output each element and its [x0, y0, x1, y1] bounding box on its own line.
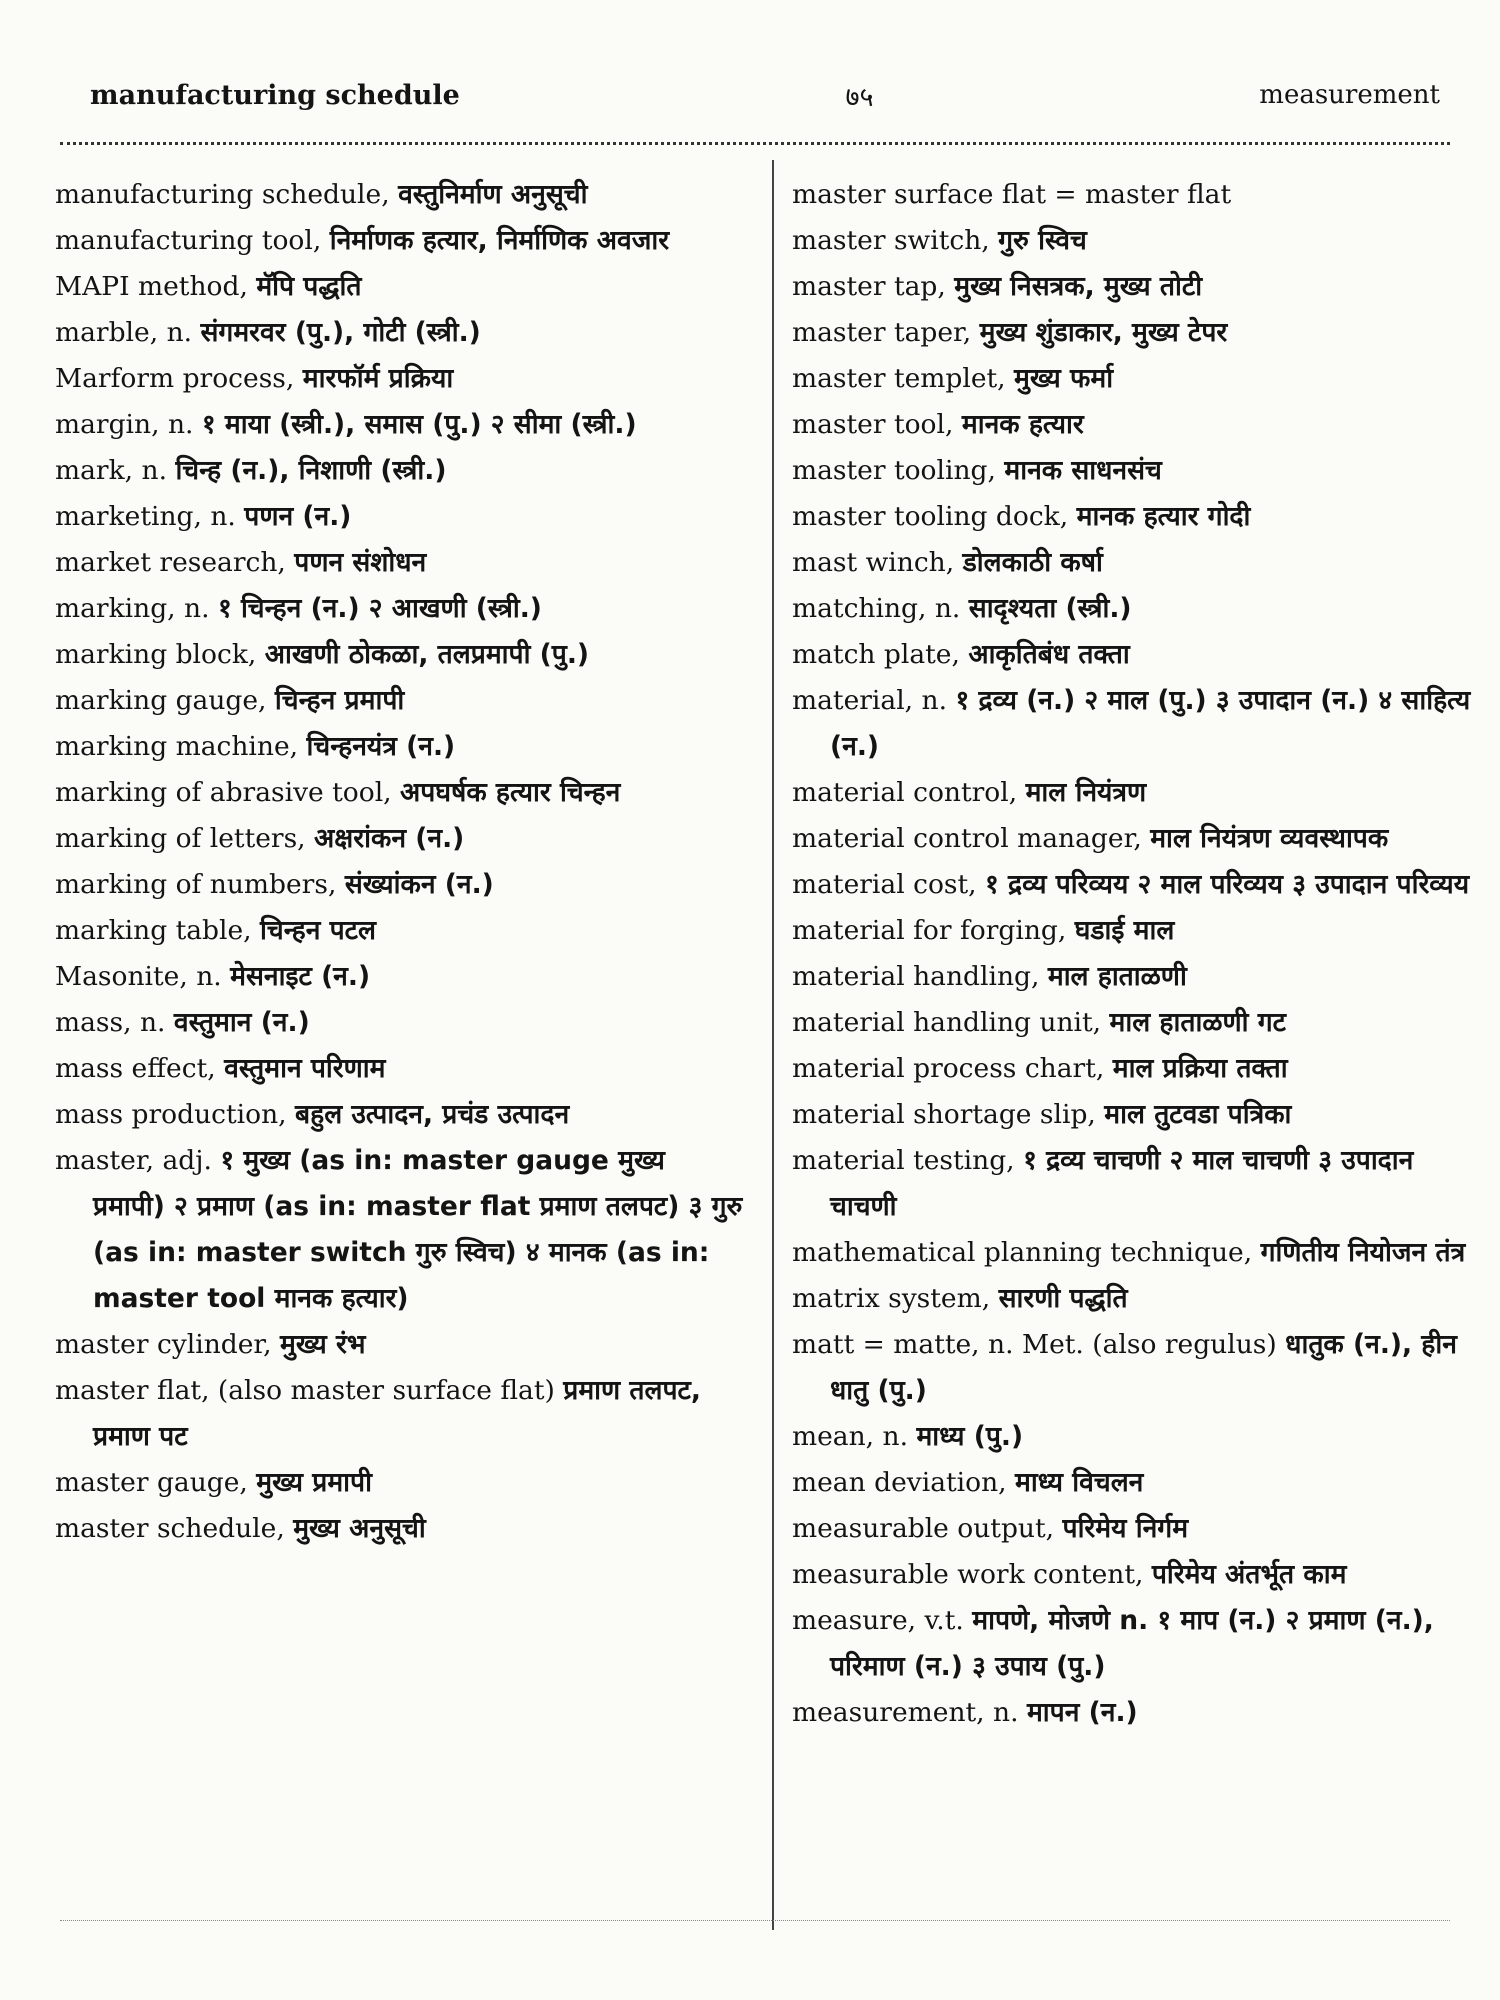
dictionary-entry: [792, 310, 1477, 356]
entry-headword: marking block,: [55, 639, 257, 670]
entry-definition: मानक हत्यार: [961, 409, 1084, 440]
entry-headword: material control,: [792, 777, 1018, 808]
entry-headword: measurable output,: [792, 1513, 1055, 1544]
entry-headword: material handling unit,: [792, 1007, 1102, 1038]
dictionary-entry: [55, 586, 745, 632]
entry-headword: marble, n.: [55, 317, 193, 348]
entry-definition: गुरु स्विच: [998, 225, 1087, 256]
entry-definition: प्रमाण तलपट, प्रमाण पट: [93, 1375, 701, 1452]
dictionary-entry: [55, 1092, 745, 1138]
entry-definition: चिन्हन पटल: [260, 915, 377, 946]
entry-headword: material, n.: [792, 685, 948, 716]
dictionary-entry: [792, 494, 1477, 540]
entry-headword: measurable work content,: [792, 1559, 1144, 1590]
entry-definition: माल प्रक्रिया तक्ता: [1112, 1053, 1288, 1084]
entry-headword: marking machine,: [55, 731, 299, 762]
entry-definition: मुख्य प्रमापी: [256, 1467, 372, 1498]
entry-definition: मुख्य अनुसूची: [293, 1513, 426, 1544]
entry-definition: १ द्रव्य (न.) २ माल (पु.) ३ उपादान (न.) ४ साहित्य (न.): [830, 685, 1471, 762]
entry-headword: master cylinder,: [55, 1329, 272, 1360]
column-divider: [772, 160, 774, 1930]
entry-headword: material testing,: [792, 1145, 1015, 1176]
entry-headword: master tool,: [792, 409, 954, 440]
dictionary-entry: [792, 586, 1477, 632]
dictionary-entry: [792, 1046, 1477, 1092]
entry-headword: mean, n.: [792, 1421, 909, 1452]
header-last-word: measurement: [1259, 80, 1440, 110]
entry-definition: मापणे, मोजणे n. १ माप (न.) २ प्रमाण (न.), परिमाण (न.) ३ उपाय (पु.): [830, 1605, 1434, 1682]
dictionary-entry: [55, 1460, 745, 1506]
entry-definition: पणन (न.): [244, 501, 352, 532]
entry-definition: आखणी ठोकळा, तलप्रमापी (पु.): [264, 639, 590, 670]
header-rule: [60, 142, 1450, 145]
entry-headword: master tooling dock,: [792, 501, 1069, 532]
entry-headword: measure, v.t.: [792, 1605, 964, 1636]
entry-headword: marking, n.: [55, 593, 210, 624]
dictionary-entry: [792, 632, 1477, 678]
entry-definition: माध्य (पु.): [916, 1421, 1024, 1452]
entry-definition: मारफॉर्म प्रक्रिया: [302, 363, 454, 394]
dictionary-entry: [55, 1000, 745, 1046]
entry-headword: marking gauge,: [55, 685, 267, 716]
entry-definition: माल नियंत्रण व्यवस्थापक: [1150, 823, 1389, 854]
dictionary-entry: [55, 1368, 745, 1460]
dictionary-entry: [55, 1138, 745, 1322]
dictionary-entry: [55, 1046, 745, 1092]
entry-headword: marking of abrasive tool,: [55, 777, 392, 808]
dictionary-entry: [55, 540, 745, 586]
entry-headword: master taper,: [792, 317, 972, 348]
entry-definition: संगमरवर (पु.), गोटी (स्त्री.): [200, 317, 481, 348]
dictionary-entry: [55, 172, 745, 218]
dictionary-entry: [55, 494, 745, 540]
entry-definition: अपघर्षक हत्यार चिन्हन: [400, 777, 621, 808]
right-column: [792, 172, 1477, 1736]
dictionary-entry: [792, 1276, 1477, 1322]
dictionary-entry: [55, 218, 745, 264]
entry-headword: matt = matte, n. Met. (also regulus): [792, 1329, 1277, 1360]
entry-definition: सारणी पद्धति: [998, 1283, 1128, 1314]
entry-definition: धातुक (न.), हीन धातु (पु.): [830, 1329, 1457, 1406]
entry-definition: मुख्य शुंडाकार, मुख्य टेपर: [979, 317, 1228, 348]
entry-definition: निर्माणक हत्यार, निर्माणिक अवजार: [329, 225, 670, 256]
dictionary-entry: [792, 1460, 1477, 1506]
entry-definition: माल नियंत्रण: [1025, 777, 1147, 808]
entry-definition: चिन्ह (न.), निशाणी (स्त्री.): [175, 455, 447, 486]
dictionary-entry: [55, 632, 745, 678]
entry-definition: माल हाताळणी गट: [1109, 1007, 1287, 1038]
entry-headword: market research,: [55, 547, 286, 578]
dictionary-entry: [55, 1506, 745, 1552]
entry-definition: गणितीय नियोजन तंत्र: [1260, 1237, 1466, 1268]
entry-definition: चिन्हन प्रमापी: [274, 685, 405, 716]
dictionary-entry: [792, 218, 1477, 264]
dictionary-entry: [55, 402, 745, 448]
dictionary-entry: [55, 724, 745, 770]
dictionary-entry: [792, 1000, 1477, 1046]
dictionary-entry: [792, 1138, 1477, 1230]
entry-headword: MAPI method,: [55, 271, 248, 302]
entry-definition: वस्तुमान (न.): [173, 1007, 310, 1038]
entry-headword: material process chart,: [792, 1053, 1105, 1084]
entry-definition: आकृतिबंध तक्ता: [968, 639, 1130, 670]
entry-definition: माध्य विचलन: [1015, 1467, 1144, 1498]
entry-headword: mark, n.: [55, 455, 167, 486]
entry-definition: मुख्य रंभ: [280, 1329, 366, 1360]
entry-headword: material cost,: [792, 869, 977, 900]
dictionary-entry: [792, 770, 1477, 816]
dictionary-entry: [792, 264, 1477, 310]
dictionary-entry: [55, 264, 745, 310]
dictionary-entry: [792, 908, 1477, 954]
entry-headword: Marform process,: [55, 363, 295, 394]
entry-definition: वस्तुनिर्माण अनुसूची: [398, 179, 588, 210]
dictionary-entry: [55, 1322, 745, 1368]
left-column: [55, 172, 745, 1552]
footer-rule: [60, 1920, 1450, 1921]
entry-headword: measurement, n.: [792, 1697, 1019, 1728]
entry-headword: mean deviation,: [792, 1467, 1007, 1498]
dictionary-entry: [792, 1322, 1477, 1414]
entry-headword: master surface flat = master flat: [792, 179, 1232, 210]
dictionary-entry: [55, 954, 745, 1000]
entry-headword: manufacturing tool,: [55, 225, 322, 256]
dictionary-entry: [792, 1552, 1477, 1598]
entry-headword: material handling,: [792, 961, 1040, 992]
entry-headword: match plate,: [792, 639, 960, 670]
entry-headword: material shortage slip,: [792, 1099, 1096, 1130]
dictionary-entry: [792, 356, 1477, 402]
dictionary-entry: [55, 310, 745, 356]
entry-definition: डोलकाठी कर्षा: [962, 547, 1103, 578]
entry-headword: master flat, (also master surface flat): [55, 1375, 555, 1406]
entry-headword: marketing, n.: [55, 501, 236, 532]
entry-headword: mass production,: [55, 1099, 287, 1130]
entry-definition: १ मुख्य (as in: master gauge मुख्य प्रमापी) २ प्रमाण (as in: master flat प्रमाण तलपट) ३ गुरु (as in: master switch गुरु स्विच) ४ मानक (as in: master tool मानक हत्यार): [93, 1145, 743, 1314]
dictionary-entry: [55, 770, 745, 816]
entry-definition: बहुल उत्पादन, प्रचंड उत्पादन: [295, 1099, 570, 1130]
entry-definition: १ द्रव्य परिव्यय २ माल परिव्यय ३ उपादान परिव्यय: [985, 869, 1470, 900]
entry-definition: मानक हत्यार गोदी: [1076, 501, 1251, 532]
entry-definition: १ चिन्हन (न.) २ आखणी (स्त्री.): [217, 593, 542, 624]
header-first-word: manufacturing schedule: [90, 79, 460, 111]
entry-definition: मुख्य फर्मा: [1014, 363, 1114, 394]
entry-definition: परिमेय अंतर्भूत काम: [1151, 1559, 1347, 1590]
entry-headword: master switch,: [792, 225, 990, 256]
entry-headword: margin, n.: [55, 409, 194, 440]
entry-headword: master templet,: [792, 363, 1006, 394]
dictionary-entry: [55, 816, 745, 862]
page-number: ७५: [845, 81, 874, 113]
entry-headword: material for forging,: [792, 915, 1067, 946]
dictionary-entry: [55, 678, 745, 724]
dictionary-entry: [792, 1230, 1477, 1276]
dictionary-entry: [55, 908, 745, 954]
entry-headword: material control manager,: [792, 823, 1142, 854]
entry-headword: matrix system,: [792, 1283, 991, 1314]
dictionary-entry: [55, 862, 745, 908]
entry-headword: Masonite, n.: [55, 961, 222, 992]
entry-headword: marking of letters,: [55, 823, 306, 854]
entry-headword: master schedule,: [55, 1513, 285, 1544]
entry-definition: माल तुटवडा पत्रिका: [1104, 1099, 1292, 1130]
dictionary-entry: [792, 862, 1477, 908]
entry-headword: mast winch,: [792, 547, 955, 578]
dictionary-entry: [792, 540, 1477, 586]
dictionary-entry: [792, 1598, 1477, 1690]
entry-headword: master, adj.: [55, 1145, 212, 1176]
dictionary-entry: [792, 954, 1477, 1000]
dictionary-entry: [792, 448, 1477, 494]
dictionary-entry: [55, 448, 745, 494]
dictionary-entry: [792, 1506, 1477, 1552]
dictionary-entry: [792, 816, 1477, 862]
entry-definition: अक्षरांकन (न.): [314, 823, 465, 854]
entry-headword: master gauge,: [55, 1467, 248, 1498]
entry-headword: matching, n.: [792, 593, 961, 624]
dictionary-entry: [792, 1690, 1477, 1736]
dictionary-entry: [792, 1414, 1477, 1460]
entry-definition: परिमेय निर्गम: [1062, 1513, 1189, 1544]
page-header: [90, 70, 1440, 120]
entry-headword: marking table,: [55, 915, 252, 946]
entry-definition: मुख्य निसत्रक, मुख्य तोटी: [954, 271, 1203, 302]
entry-definition: मेसनाइट (न.): [230, 961, 371, 992]
entry-definition: संख्यांकन (न.): [344, 869, 494, 900]
dictionary-entry: [55, 356, 745, 402]
entry-definition: १ माया (स्त्री.), समास (पु.) २ सीमा (स्त्री.): [201, 409, 637, 440]
dictionary-entry: [792, 1092, 1477, 1138]
entry-definition: माल हाताळणी: [1047, 961, 1187, 992]
entry-definition: मॅपि पद्धति: [256, 271, 362, 302]
entry-headword: mass, n.: [55, 1007, 166, 1038]
entry-definition: पणन संशोधन: [294, 547, 427, 578]
entry-headword: mathematical planning technique,: [792, 1237, 1253, 1268]
dictionary-entry: [792, 172, 1477, 218]
entry-headword: master tooling,: [792, 455, 996, 486]
entry-headword: manufacturing schedule,: [55, 179, 390, 210]
entry-definition: मापन (न.): [1026, 1697, 1138, 1728]
dictionary-entry: [792, 402, 1477, 448]
entry-definition: सादृश्यता (स्त्री.): [968, 593, 1132, 624]
entry-definition: मानक साधनसंच: [1004, 455, 1162, 486]
entry-definition: वस्तुमान परिणाम: [224, 1053, 386, 1084]
entry-definition: घडाई माल: [1074, 915, 1175, 946]
entry-headword: master tap,: [792, 271, 946, 302]
entry-headword: mass effect,: [55, 1053, 216, 1084]
entry-definition: चिन्हनयंत्र (न.): [306, 731, 456, 762]
dictionary-entry: [792, 678, 1477, 770]
entry-headword: marking of numbers,: [55, 869, 337, 900]
entry-definition: १ द्रव्य चाचणी २ माल चाचणी ३ उपादान चाचणी: [830, 1145, 1414, 1222]
